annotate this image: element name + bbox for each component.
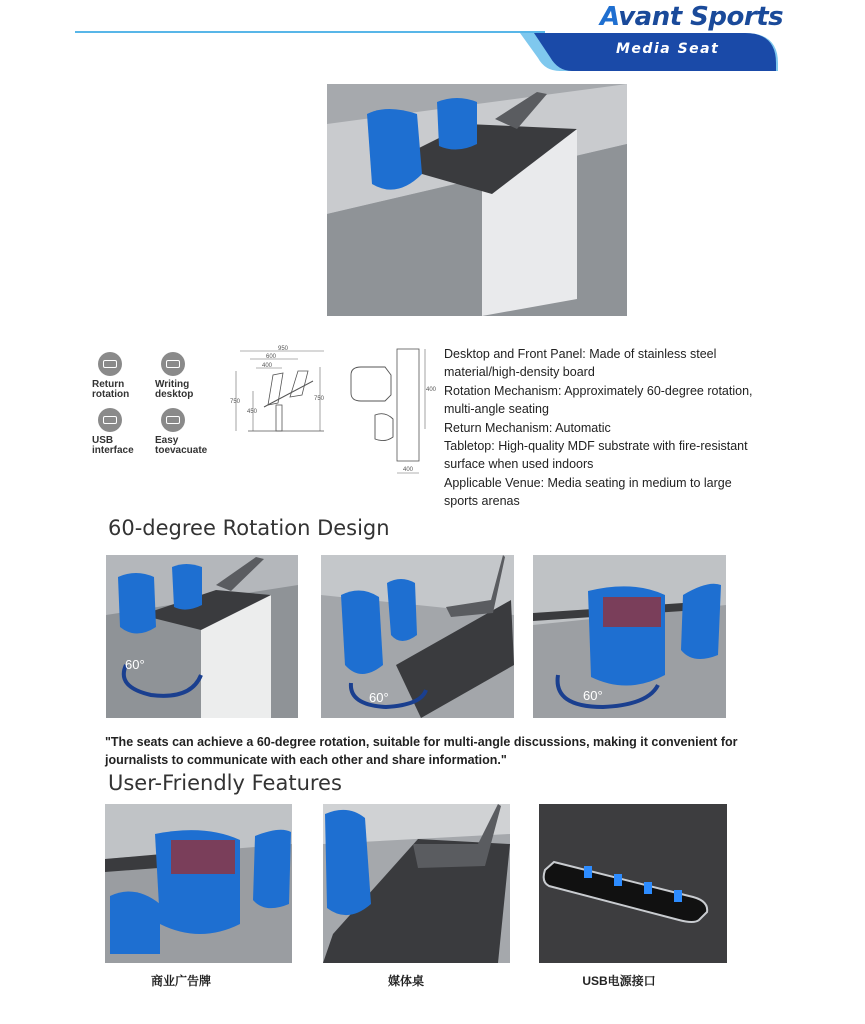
brand-logo-text: vant Sports	[618, 2, 784, 32]
desk-icon	[161, 352, 185, 376]
rotation-section-title: 60-degree Rotation Design	[108, 516, 390, 540]
spec-line: Tabletop: High-quality MDF substrate with fire-resistant	[444, 439, 748, 454]
spec-line: material/high-density board	[444, 365, 595, 380]
spec-line: Rotation Mechanism: Approximately 60-degree rotation,	[444, 383, 753, 398]
feature-label: interface	[92, 445, 134, 456]
feature-label: Easy	[155, 435, 179, 446]
feature-label: USB	[92, 435, 114, 446]
dimension-label: 950	[278, 346, 289, 352]
dimension-label: 400	[262, 363, 273, 369]
feature-label: Writing	[155, 379, 190, 390]
quote-line: journalists to communicate with each other and share information."	[105, 753, 507, 767]
rotation-image-1	[106, 555, 298, 718]
specification-text	[444, 345, 789, 511]
header-tab-label: Media Seat	[616, 41, 720, 57]
spec-line: Return Mechanism: Automatic	[444, 420, 611, 435]
feature-easy-evacuate	[155, 408, 215, 456]
feature-label: rotation	[92, 389, 130, 400]
hero-product-image	[327, 84, 627, 316]
evacuate-icon	[161, 408, 185, 432]
spec-line: surface when used indoors	[444, 457, 594, 472]
dimension-label: 750	[314, 396, 325, 402]
caption-usb: USB电源接口	[582, 974, 656, 988]
feature-writing-desktop	[155, 352, 215, 400]
feature-label: desktop	[155, 389, 194, 400]
spec-line: Applicable Venue: Media seating in medium to large	[444, 475, 732, 490]
feature-usb-interface	[92, 408, 152, 456]
feature-label: Return	[92, 379, 125, 390]
feature-image-media-desk	[323, 804, 510, 963]
dimension-label: 750	[230, 399, 241, 405]
feature-return-rotation	[92, 352, 152, 400]
dimension-label: 600	[266, 354, 277, 360]
dimension-label: 400	[426, 387, 437, 393]
brand-logo-mark: A	[600, 2, 619, 32]
rotation-image-2	[321, 555, 514, 718]
dimension-label: 450	[247, 409, 258, 415]
caption-media-desk: 媒体桌	[387, 974, 424, 988]
features-section-title: User-Friendly Features	[108, 771, 342, 795]
rotation-image-3	[533, 555, 726, 718]
spec-line: sports arenas	[444, 494, 520, 509]
brand-logo	[600, 2, 783, 32]
dimension-label: 400	[403, 467, 414, 473]
quote-line: "The seats can achieve a 60-degree rotation, suitable for multi-angle discussions, making it convenient for	[105, 735, 738, 749]
feature-label: toevacuate	[155, 445, 208, 456]
side-view-drawing	[228, 345, 328, 435]
top-view-drawing	[345, 345, 435, 480]
rotation-quote	[105, 733, 755, 769]
header-divider-line	[75, 31, 545, 33]
rotation-icon	[98, 352, 122, 376]
angle-label: 60°	[369, 690, 389, 705]
usb-icon	[98, 408, 122, 432]
caption-billboard: 商业广告牌	[150, 974, 211, 988]
feature-image-billboard	[105, 804, 292, 963]
angle-label: 60°	[125, 657, 145, 672]
feature-image-usb	[539, 804, 727, 963]
angle-label: 60°	[583, 688, 603, 703]
spec-line: multi-angle seating	[444, 402, 549, 417]
spec-line: Desktop and Front Panel: Made of stainless steel	[444, 347, 717, 361]
